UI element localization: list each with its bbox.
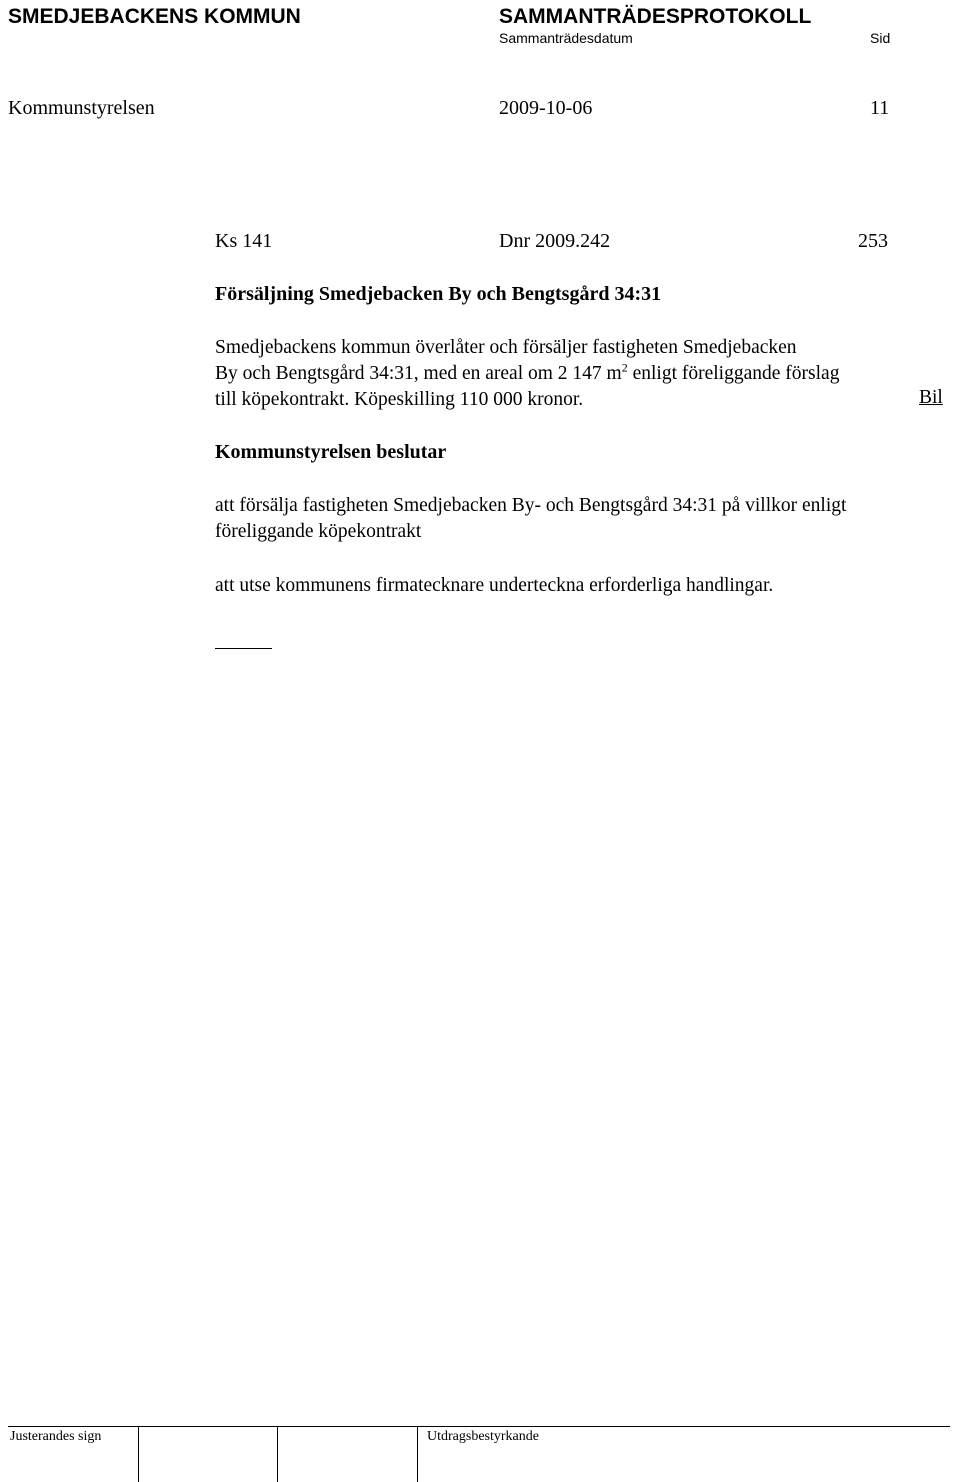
section-number: Ks 141 [215, 230, 273, 252]
municipality-name: SMEDJEBACKENS KOMMUN [8, 5, 301, 28]
attachment-reference: Bil [919, 387, 943, 408]
item-title: Försäljning Smedjebacken By och Bengtsgård 34:31 [215, 283, 662, 305]
item-number: 253 [858, 230, 888, 252]
meeting-date: 2009-10-06 [499, 97, 593, 119]
description-line: Smedjebackens kommun överlåter och försäljer fastigheten Smedjebacken [215, 337, 797, 358]
closing-rule [215, 648, 272, 649]
decision-line: att försälja fastigheten Smedjebacken By- och Bengtsgård 34:31 på villkor enligt [215, 495, 847, 516]
decision-line: föreliggande köpekontrakt [215, 521, 422, 542]
description-line: till köpekontrakt. Köpeskilling 110 000 kronor. [215, 389, 584, 410]
body-name: Kommunstyrelsen [8, 97, 155, 119]
decision-heading: Kommunstyrelsen beslutar [215, 441, 447, 463]
page-number: 11 [870, 97, 890, 119]
decision-1 [215, 493, 960, 545]
description-line: By och Bengtsgård 34:31, med en areal om 2 147 $m^2$ enligt föreliggande förslag [215, 360, 840, 384]
footer-divider [417, 1426, 418, 1482]
justering-label: Justerandes sign [10, 1429, 102, 1444]
superscript: 2 [621, 360, 628, 375]
utdrag-label: Utdragsbestyrkande [427, 1429, 539, 1444]
page-label: Sid [870, 30, 891, 46]
diary-number: Dnr 2009.242 [499, 230, 611, 252]
footer-divider [138, 1426, 139, 1482]
item-description [215, 335, 950, 413]
date-label: Sammanträdesdatum [499, 30, 633, 46]
decision-2: att utse kommunens firmatecknare underteckna erforderliga handlingar. [215, 575, 774, 596]
footer-divider [277, 1426, 278, 1482]
footer-top-rule [8, 1426, 950, 1427]
document-type: SAMMANTRÄDESPROTOKOLL [499, 5, 812, 28]
